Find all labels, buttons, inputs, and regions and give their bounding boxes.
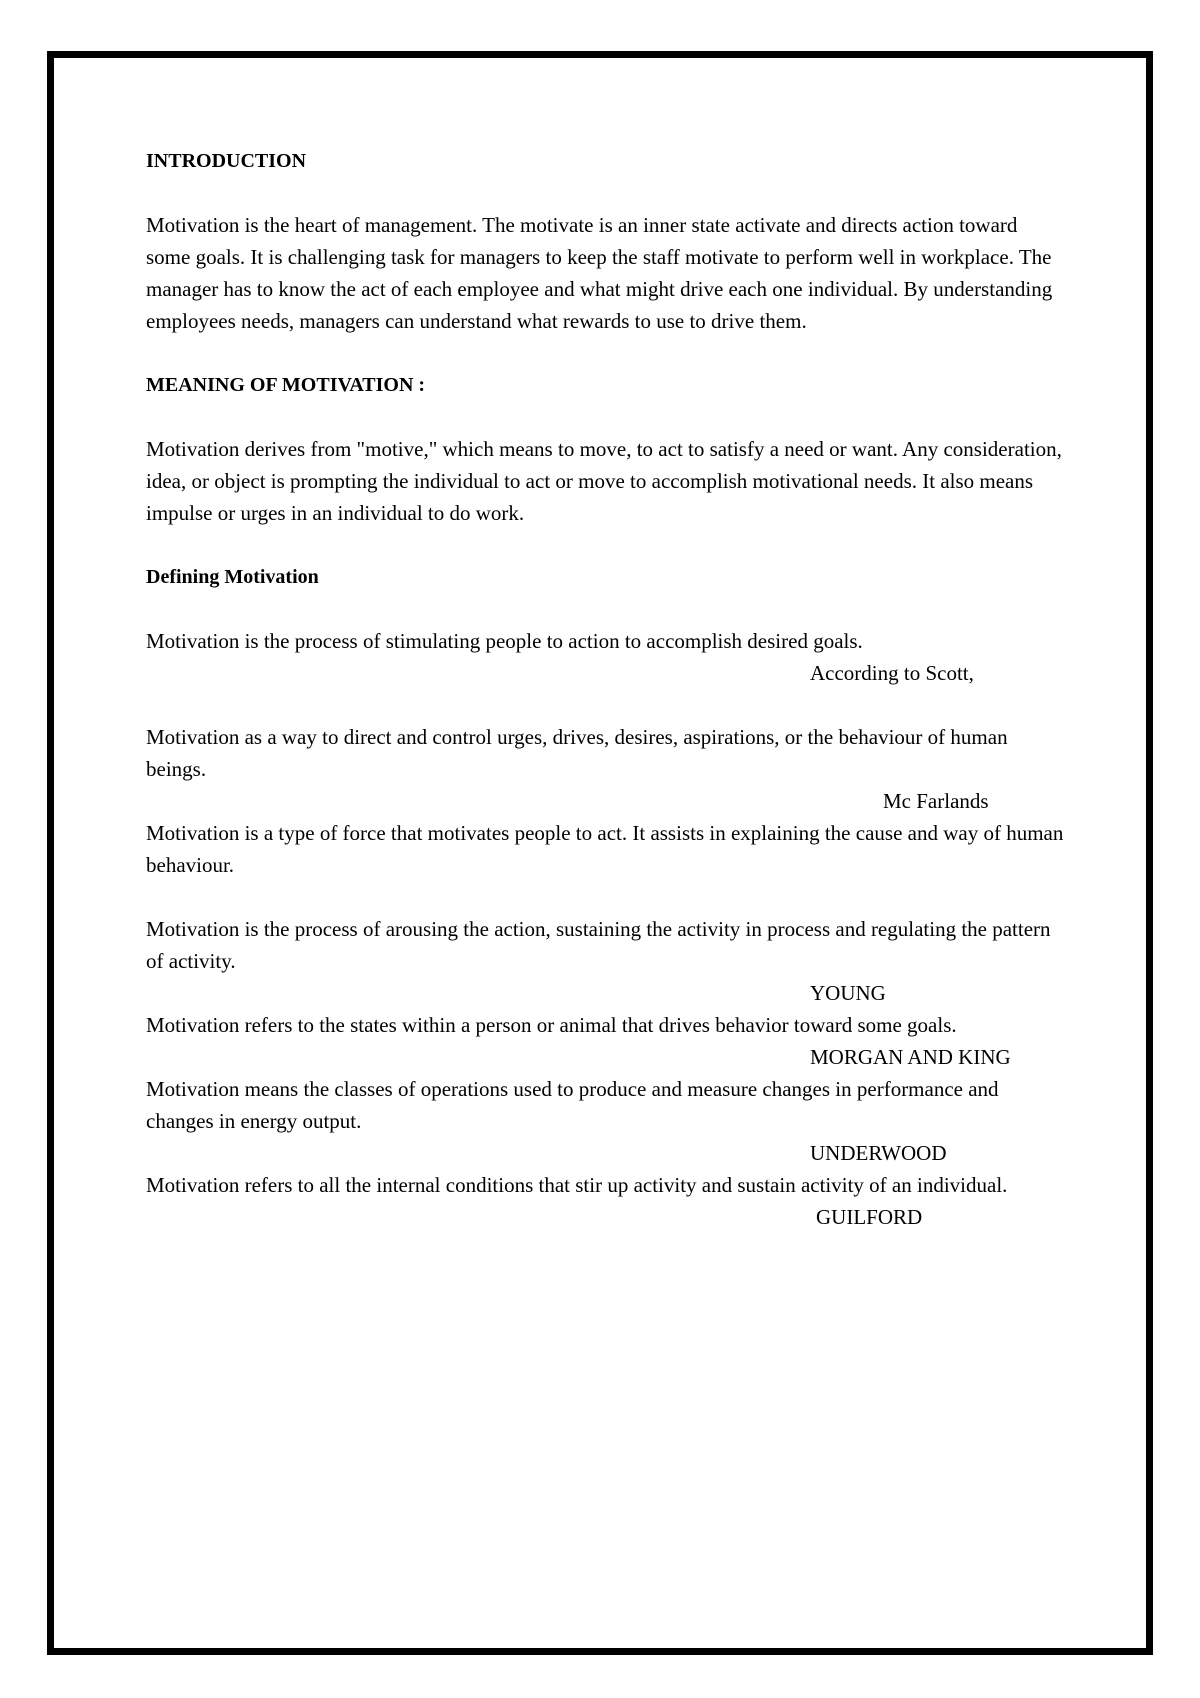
definition-author: UNDERWOOD [810,1141,947,1165]
definition-text: Motivation means the classes of operations used to produce and measure changes in performance and changes in energy output. [146,1077,999,1133]
spacer [146,337,1066,369]
definition-author: According to Scott, [810,661,974,685]
definition-author: YOUNG [810,981,886,1005]
definition-text: Motivation refers to all the internal conditions that stir up activity and sustain activity of an individual. [146,1173,1008,1197]
definition-text: Motivation is a type of force that motivates people to act. It assists in explaining the cause and way of human behaviour. [146,821,1064,877]
spacer [146,529,1066,561]
definition-text: Motivation is the process of arousing the action, sustaining the activity in process and regulating the pattern of activity. [146,917,1051,973]
definition-author: Mc Farlands [883,789,989,813]
definition-text: Motivation is the process of stimulating people to action to accomplish desired goals. [146,629,863,653]
spacer [146,689,1066,721]
meaning-heading: MEANING OF MOTIVATION : [146,374,426,396]
spacer [146,177,1066,209]
definition-text: Motivation as a way to direct and control urges, drives, desires, aspirations, or the behaviour of human beings. [146,725,1008,781]
spacer [146,881,1066,913]
introduction-heading: INTRODUCTION [146,150,307,172]
spacer [146,401,1066,433]
definition-author: MORGAN AND KING [810,1045,1011,1069]
meaning-paragraph: Motivation derives from "motive," which means to move, to act to satisfy a need or want. Any consideration, idea, or object is prompting the individual to act or move to accomplish motivational needs. It also means impulse or urges in an individual to do work. [146,437,1062,525]
defining-heading: Defining Motivation [146,566,319,588]
definition-text: Motivation refers to the states within a person or animal that drives behavior toward some goals. [146,1013,957,1037]
introduction-paragraph: Motivation is the heart of management. The motivate is an inner state activate and directs action toward some goals. It is challenging task for managers to keep the staff motivate to perform well in workplace. The manager has to know the act of each employee and what might drive each one individual. By understanding employees needs, managers can understand what rewards to use to drive them. [146,213,1053,333]
definition-author: GUILFORD [816,1205,923,1229]
spacer [146,593,1066,625]
document-body [146,145,1066,1233]
